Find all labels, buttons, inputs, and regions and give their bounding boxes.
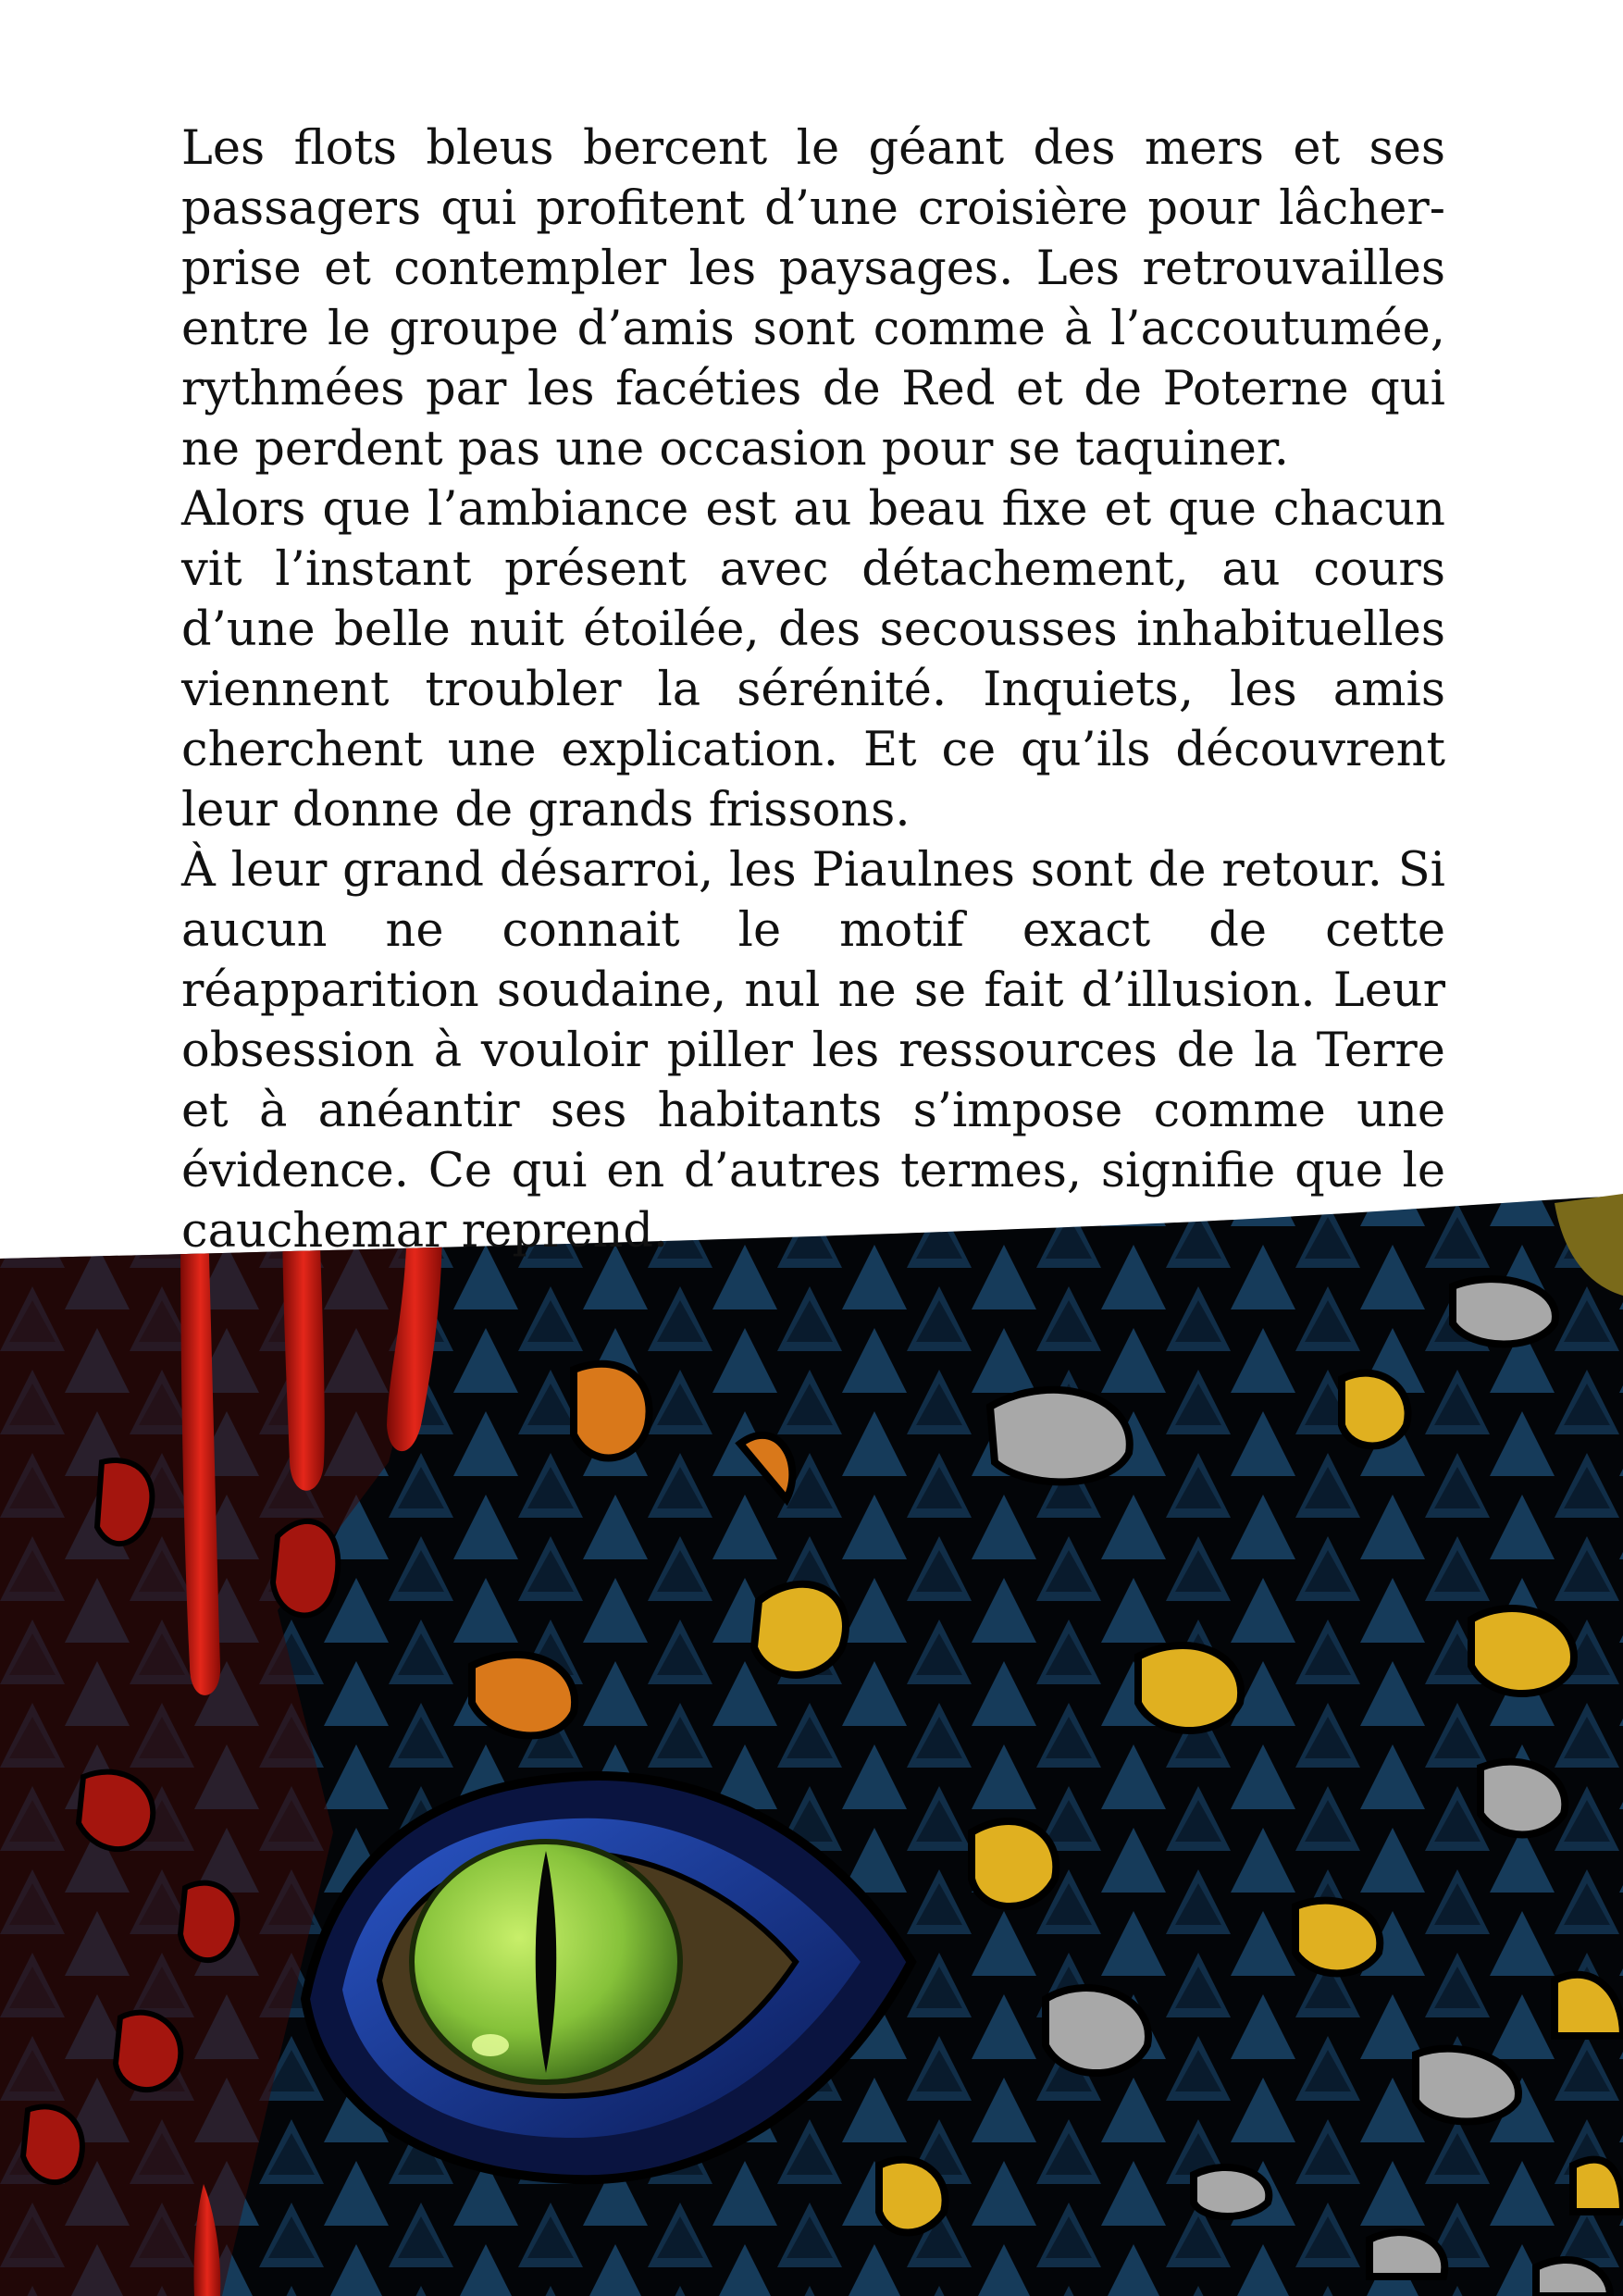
synopsis-text xyxy=(181,118,1445,1261)
dragon-eye-illustration xyxy=(0,1185,1623,2296)
synopsis-paragraph-2: Alors que l’ambiance est au beau fixe et que chacun vit l’instant présent avec détachement, au cours d’une belle nuit étoilée, des secousses inhabituelles viennent troubler la sérénité. Inquiets, les amis cherchent une explication. Et ce qu’ils découvrent leur donne de grands frissons. xyxy=(181,482,1445,838)
synopsis-paragraph-3: À leur grand désarroi, les Piaulnes sont de retour. Si aucun ne connait le motif exact de cette réapparition soudaine, nul ne se fait d’illusion. Leur obsession à vouloir piller les ressources de la Terre et à anéantir ses habitants s’impose comme une évidence. Ce qui en d’autres termes, signifie que le cauchemar reprend. xyxy=(181,843,1445,1259)
synopsis-paragraph-1: Les flots bleus bercent le géant des mers et ses passagers qui profitent d’une croisière pour lâcher-prise et contempler les paysages. Les retrouvailles entre le groupe d’amis sont comme à l’accoutumée, rythmées par les facéties de Red et de Poterne qui ne perdent pas une occasion pour se taquiner. xyxy=(181,121,1445,477)
